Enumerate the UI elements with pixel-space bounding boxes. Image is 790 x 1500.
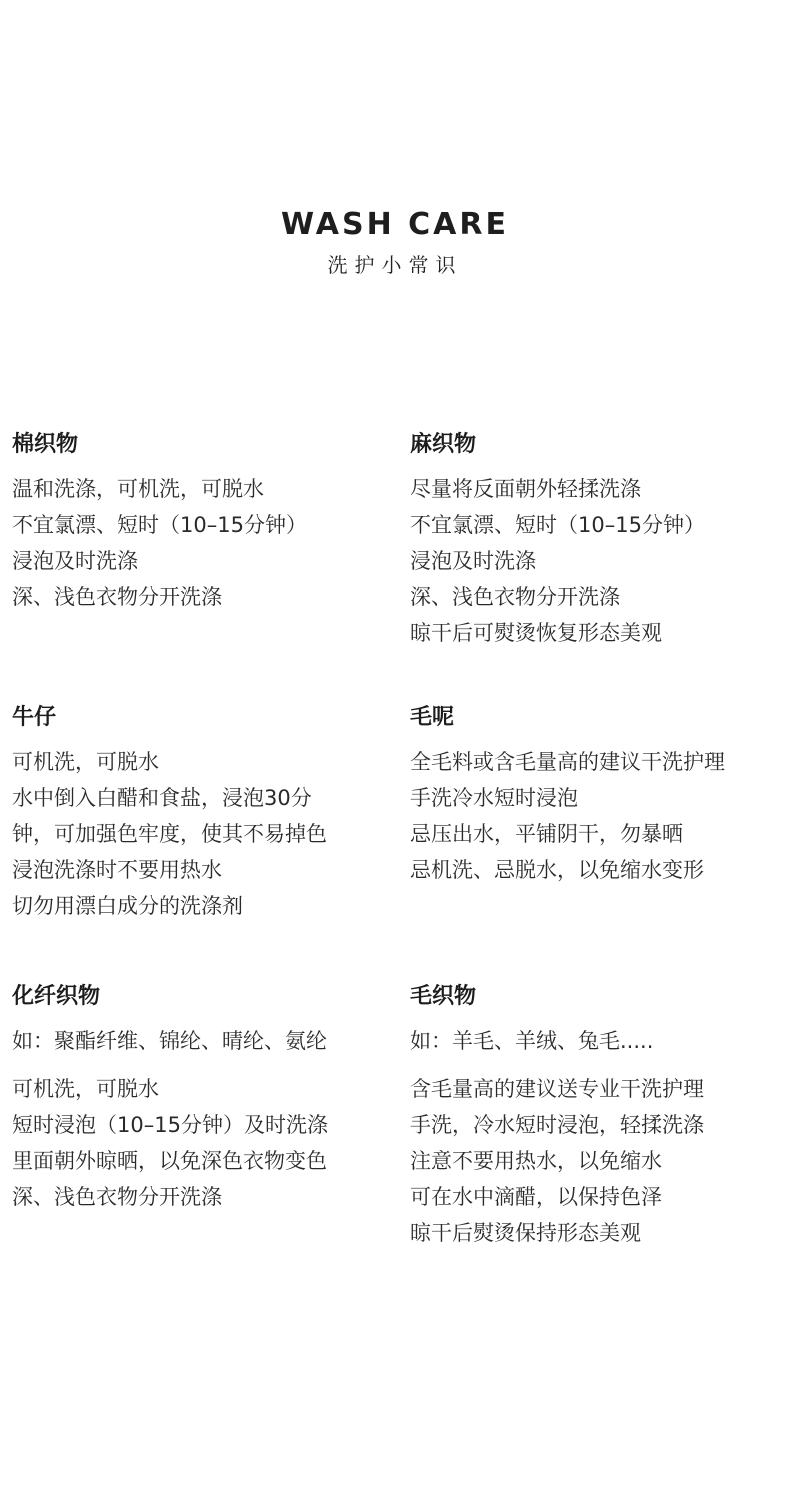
care-line: 水中倒入白醋和食盐，浸泡30分	[12, 786, 312, 810]
care-line: 深、浅色衣物分开洗涤	[12, 1185, 222, 1209]
care-line: 深、浅色衣物分开洗涤	[410, 585, 620, 609]
care-line: 全毛料或含毛量高的建议干洗护理	[410, 750, 725, 774]
care-line: 可机洗，可脱水	[12, 1077, 159, 1101]
section-cotton	[12, 430, 397, 615]
section-title-denim: 牛仔	[12, 705, 57, 730]
care-line: 晾干后可熨烫恢复形态美观	[410, 621, 662, 645]
care-line: 短时浸泡（10–15分钟）及时洗涤	[12, 1113, 328, 1137]
care-line: 浸泡及时洗涤	[410, 549, 536, 573]
care-line: 浸泡洗涤时不要用热水	[12, 858, 222, 882]
care-line: 注意不要用热水，以免缩水	[410, 1149, 662, 1173]
care-line: 忌机洗、忌脱水，以免缩水变形	[410, 858, 704, 882]
care-line: 可在水中滴醋，以保持色泽	[410, 1185, 662, 1209]
care-line: 不宜氯漂、短时（10–15分钟）	[12, 513, 307, 537]
care-line: 手洗冷水短时浸泡	[410, 786, 578, 810]
care-line: 里面朝外晾晒，以免深色衣物变色	[12, 1149, 327, 1173]
care-line: 尽量将反面朝外轻揉洗涤	[410, 477, 641, 501]
section-title-synthetic: 化纤织物	[12, 984, 101, 1009]
care-line: 温和洗涤，可机洗，可脱水	[12, 477, 264, 501]
care-line: 忌压出水，平铺阴干，勿暴晒	[410, 822, 683, 846]
section-linen	[410, 430, 790, 651]
section-title-wool: 毛织物	[410, 984, 477, 1009]
page-title-cn: 洗护小常识	[327, 253, 463, 277]
care-line: 钟，可加强色牢度，使其不易掉色	[12, 822, 327, 846]
section-synthetic	[12, 982, 397, 1215]
care-line: 手洗，冷水短时浸泡，轻揉洗涤	[410, 1113, 704, 1137]
section-title-linen: 麻织物	[410, 432, 477, 457]
page-header	[0, 205, 790, 279]
care-line: 晾干后熨烫保持形态美观	[410, 1221, 641, 1245]
page-title-en: WASH CARE	[281, 207, 509, 242]
section-denim	[12, 703, 397, 924]
care-line: 浸泡及时洗涤	[12, 549, 138, 573]
section-wool	[410, 982, 790, 1251]
section-title-cotton: 棉织物	[12, 432, 79, 457]
care-line: 可机洗，可脱水	[12, 750, 159, 774]
care-line: 深、浅色衣物分开洗涤	[12, 585, 222, 609]
section-woolen-cloth	[410, 703, 790, 888]
care-line: 不宜氯漂、短时（10–15分钟）	[410, 513, 705, 537]
care-line: 含毛量高的建议送专业干洗护理	[410, 1077, 704, 1101]
fabric-examples-note: 如：聚酯纤维、锦纶、晴纶、氨纶	[12, 1029, 327, 1053]
care-line: 切勿用漂白成分的洗涤剂	[12, 894, 243, 918]
fabric-examples-note: 如：羊毛、羊绒、兔毛.....	[410, 1029, 654, 1053]
section-title-woolen-cloth: 毛呢	[410, 705, 455, 730]
